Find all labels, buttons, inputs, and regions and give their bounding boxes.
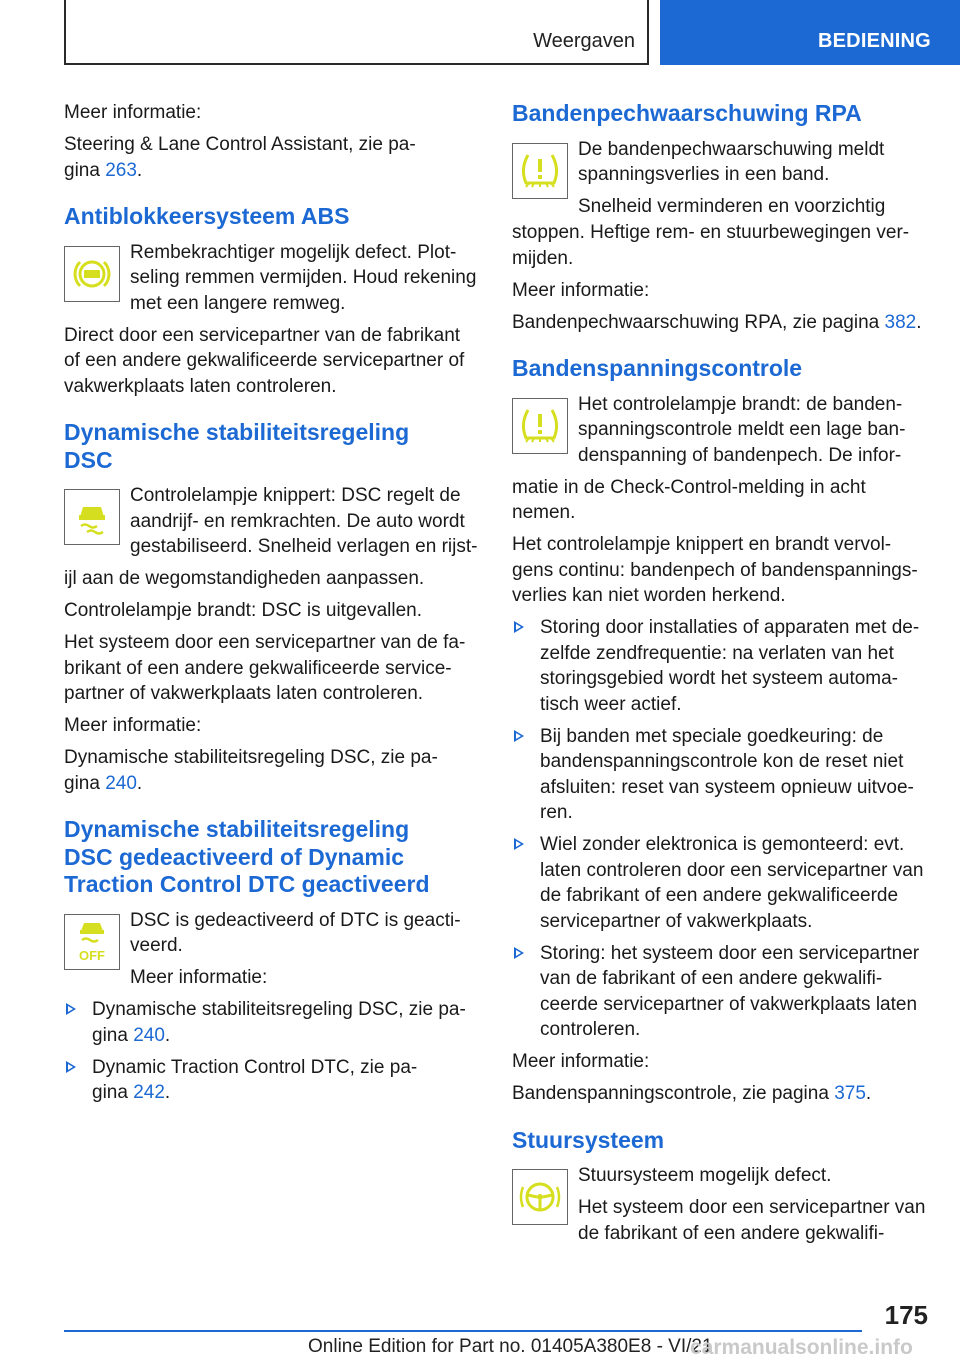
more-info-label: Meer informatie:	[64, 102, 202, 123]
list-item: Storing: het systeem door een servicepartner van de fabrikant of een andere gekwalifi- ceerde servicepartner of vakwerkplaats laten controleren.	[512, 941, 930, 1043]
cross-reference: Dynamische stabiliteitsregeling DSC, zie pa- gina 240.	[64, 747, 438, 794]
chapter-tab-label: BEDIENING	[818, 30, 931, 52]
paragraph: ijl aan de wegomstandigheden aanpassen.	[64, 568, 425, 589]
header-section-tab	[64, 0, 649, 65]
page-link[interactable]: 375	[834, 1083, 866, 1104]
section-title-rpa: Bandenpechwaarschuwing RPA	[512, 100, 862, 126]
page-link[interactable]: 242	[133, 1082, 165, 1103]
more-info-label: Meer informatie:	[130, 967, 268, 988]
dsc-skid-icon	[64, 489, 120, 545]
list-item: Dynamische stabiliteitsregeling DSC, zie pa- gina 240.	[64, 997, 484, 1048]
page-link[interactable]: 263	[105, 159, 137, 181]
page-link[interactable]: 240	[133, 1024, 165, 1046]
warning-block-tpm	[512, 392, 930, 469]
more-info-label: Meer informatie:	[512, 1051, 650, 1072]
page-link[interactable]: 240	[105, 772, 137, 794]
header-chapter-tab	[660, 0, 960, 65]
paragraph: Controlelampje brandt: DSC is uitgevallen.	[64, 600, 423, 621]
right-column	[512, 100, 930, 1253]
list-item: Bij banden met speciale goedkeuring: de bandenspanningscontrole kon de reset niet afsluiten: reset van systeem opnieuw uitvoe- ren.	[512, 724, 930, 826]
paragraph: Direct door een servicepartner van de fabrikant of een andere gekwalificeerde servicepartner of vakwerkplaats laten controleren.	[64, 324, 465, 397]
triangle-bullet-icon	[514, 621, 524, 633]
warning-block-dsc-off	[64, 908, 484, 991]
warning-text: Het systeem door een servicepartner van de fabrikant of een andere gekwalifi-	[578, 1197, 926, 1244]
tire-pressure-warning-icon	[512, 398, 568, 454]
paragraph: stoppen. Heftige rem- en stuurbewegingen ver- mijden.	[512, 222, 910, 269]
warning-text: DSC is gedeactiveerd of DTC is geacti- veerd.	[130, 909, 461, 956]
triangle-bullet-icon	[66, 1003, 76, 1015]
tire-pressure-warning-icon	[512, 143, 568, 199]
paragraph: Het controlelampje knippert en brandt vervol- gens continu: bandenpech of bandenspannings- verlies kan niet worden herkend.	[512, 534, 918, 606]
warning-block-dsc	[64, 483, 484, 560]
warning-text: Stuursysteem mogelijk defect.	[578, 1165, 832, 1186]
section-title-steering: Stuursysteem	[512, 1126, 665, 1153]
page-link[interactable]: 382	[884, 311, 917, 333]
section-title-abs: Antiblokkeersysteem ABS	[64, 203, 350, 229]
footer-divider	[64, 1330, 862, 1332]
warning-text: Controlelampje knippert: DSC regelt de aandrijf- en remkrachten. De auto wordt gestabiliseerd. Snelheid verlagen en rijst-	[130, 485, 478, 557]
section-title-tpm: Bandenspanningscontrole	[512, 355, 803, 381]
triangle-bullet-icon	[66, 1061, 76, 1073]
dsc-off-icon	[64, 914, 120, 970]
reference-list	[64, 997, 484, 1106]
cause-list	[512, 615, 930, 1043]
triangle-bullet-icon	[514, 730, 524, 742]
paragraph: matie in de Check-Control-melding in acht nemen.	[512, 476, 866, 523]
page-number: 175	[884, 1300, 928, 1330]
watermark: carmanualsonline.info	[690, 1336, 913, 1359]
warning-block-abs	[64, 240, 484, 317]
cross-reference: Bandenpechwaarschuwing RPA, zie pagina 382.	[512, 311, 922, 333]
more-info-label: Meer informatie:	[64, 715, 202, 736]
abs-warning-icon	[64, 246, 120, 302]
steering-wheel-warning-icon	[512, 1169, 568, 1225]
edition-text: Online Edition for Part no. 01405A380E8 - VI/21	[308, 1336, 713, 1357]
list-item: Storing door installaties of apparaten met de- zelfde zendfrequentie: na verlaten van het storingsgebied wordt het systeem automa- tisch weer actief.	[512, 615, 930, 717]
warning-block-rpa	[512, 137, 930, 220]
section-title-dsc-off: Dynamische stabiliteitsregeling DSC gedeactiveerd of Dynamic Traction Control DTC geactiveerd	[64, 816, 430, 897]
list-item: Wiel zonder elektronica is gemonteerd: evt. laten controleren door een servicepartner van de fabrikant of een andere gekwalificeerde servicepartner of vakwerkplaats.	[512, 832, 930, 934]
cross-reference: Bandenspanningscontrole, zie pagina 375.	[512, 1083, 872, 1104]
warning-block-steering	[512, 1163, 930, 1246]
warning-text: Het controlelampje brandt: de banden- spanningscontrole meldt een lage ban- denspanning of bandenpech. De infor-	[578, 393, 906, 466]
svg-text:OFF: OFF	[79, 947, 105, 963]
section-tab-label: Weergaven	[533, 30, 635, 52]
warning-text: Snelheid verminderen en voorzichtig	[578, 196, 886, 217]
section-title-dsc: Dynamische stabiliteitsregeling DSC	[64, 419, 410, 473]
triangle-bullet-icon	[514, 838, 524, 850]
more-info-label: Meer informatie:	[512, 279, 650, 301]
cross-reference: Steering & Lane Control Assistant, zie pa- gina 263.	[64, 134, 416, 181]
warning-text: De bandenpechwaarschuwing meldt spanningsverlies in een band.	[578, 138, 885, 185]
paragraph: Het systeem door een servicepartner van de fa- brikant of een andere gekwalificeerde service- partner of vakwerkplaats laten controleren.	[64, 632, 466, 704]
triangle-bullet-icon	[514, 947, 524, 959]
list-item: Dynamic Traction Control DTC, zie pa- gina 242.	[64, 1055, 484, 1106]
left-column	[64, 100, 484, 1112]
warning-text: Rembekrachtiger mogelijk defect. Plot- seling remmen vermijden. Houd rekening met een langere remweg.	[130, 241, 477, 314]
